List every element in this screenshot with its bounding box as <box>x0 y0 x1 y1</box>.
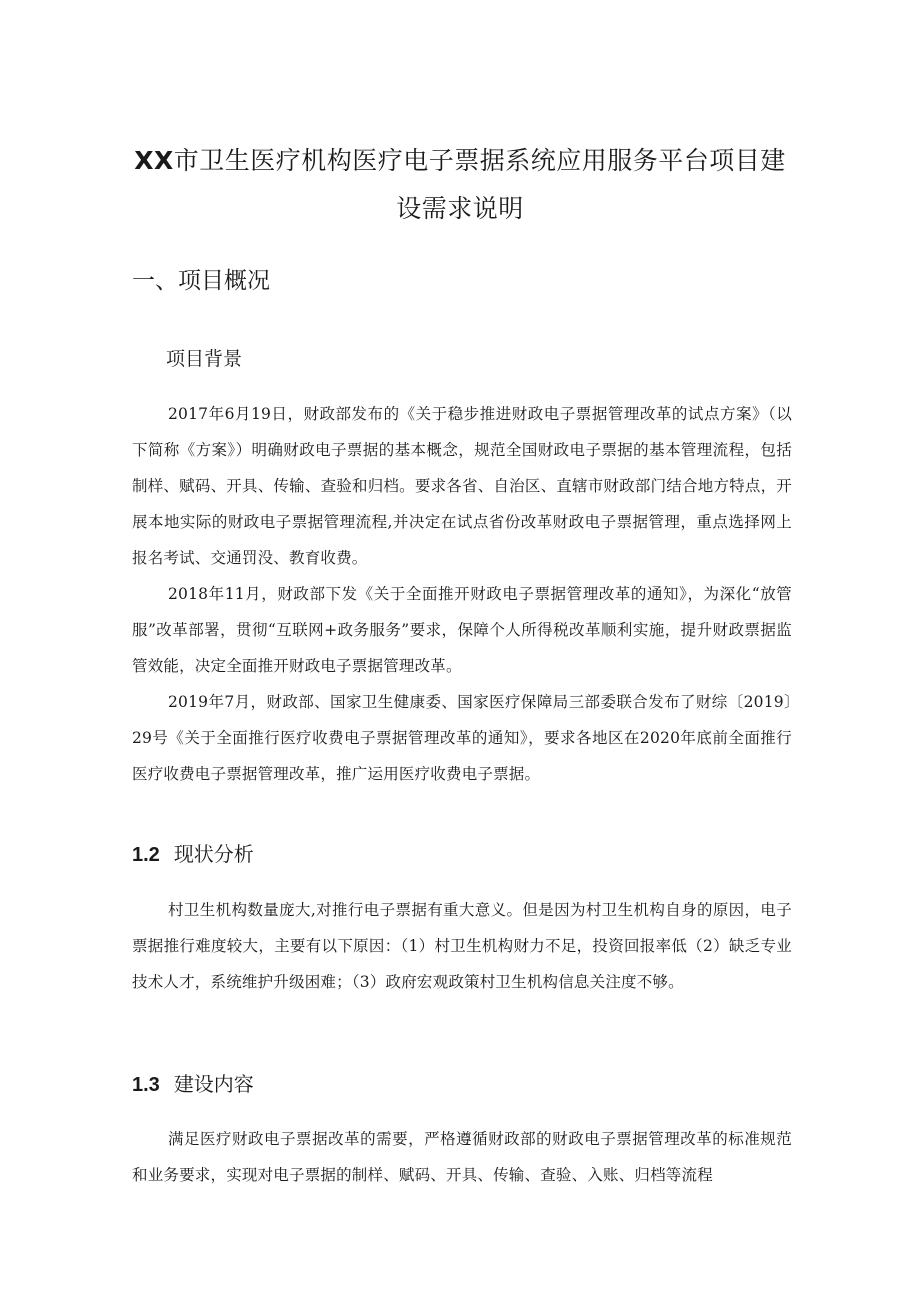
subheading-project-background: 项目背景 <box>166 348 243 370</box>
section-number: 1.2 <box>132 844 160 866</box>
document-title-line-2: 设需求说明 <box>396 194 524 223</box>
section-number: 1.3 <box>132 1074 160 1096</box>
section-heading-1-3 <box>132 1068 254 1097</box>
paragraph-2018: 2018年11月，财政部下发《关于全面推开财政电子票据管理改革的通知》，为深化“放管服”改革部署，贯彻“互联网+政务服务”要求，保障个人所得税改革顺利实施，提升财政票据监管效能，决定全面推开财政电子票据管理改革。 <box>132 585 792 675</box>
paragraph-2017: 2017年6月19日，财政部发布的《关于稳步推进财政电子票据管理改革的试点方案》（以下简称《方案》）明确财政电子票据的基本概念，规范全国财政电子票据的基本管理流程，包括制样、赋码、开具、传输、查验和归档。要求各省、自治区、直辖市财政部门结合地方特点，开展本地实际的财政电子票据管理流程,并决定在试点省份改革财政电子票据管理，重点选择网上报名考试、交通罚没、教育收费。 <box>132 405 792 567</box>
section-title: 现状分析 <box>173 842 254 866</box>
section-title: 建设内容 <box>173 1072 254 1096</box>
paragraph-construction-content: 满足医疗财政电子票据改革的需要，严格遵循财政部的财政电子票据管理改革的标准规范和业务要求，实现对电子票据的制样、赋码、开具、传输、查验、入账、归档等流程 <box>132 1130 792 1184</box>
title-prefix: XX <box>134 146 174 175</box>
paragraph-status-analysis: 村卫生机构数量庞大,对推行电子票据有重大意义。但是因为村卫生机构自身的原因，电子票据推行难度较大，主要有以下原因：（1）村卫生机构财力不足，投资回报率低（2）缺乏专业技术人才，系统维护升级困难；（3）政府宏观政策村卫生机构信息关注度不够。 <box>132 901 792 991</box>
title-rest: 市卫生医疗机构医疗电子票据系统应用服务平台项目建 <box>173 146 786 175</box>
document-title-line-1 <box>130 141 790 177</box>
heading-project-overview: 一、项目概况 <box>132 268 270 294</box>
paragraph-2019: 2019年7月，财政部、国家卫生健康委、国家医疗保障局三部委联合发布了财综〔2019〕29号《关于全面推行医疗收费电子票据管理改革的通知》，要求各地区在2020年底前全面推行医疗收费电子票据管理改革，推广运用医疗收费电子票据。 <box>132 693 792 783</box>
section-heading-1-2 <box>132 838 254 867</box>
